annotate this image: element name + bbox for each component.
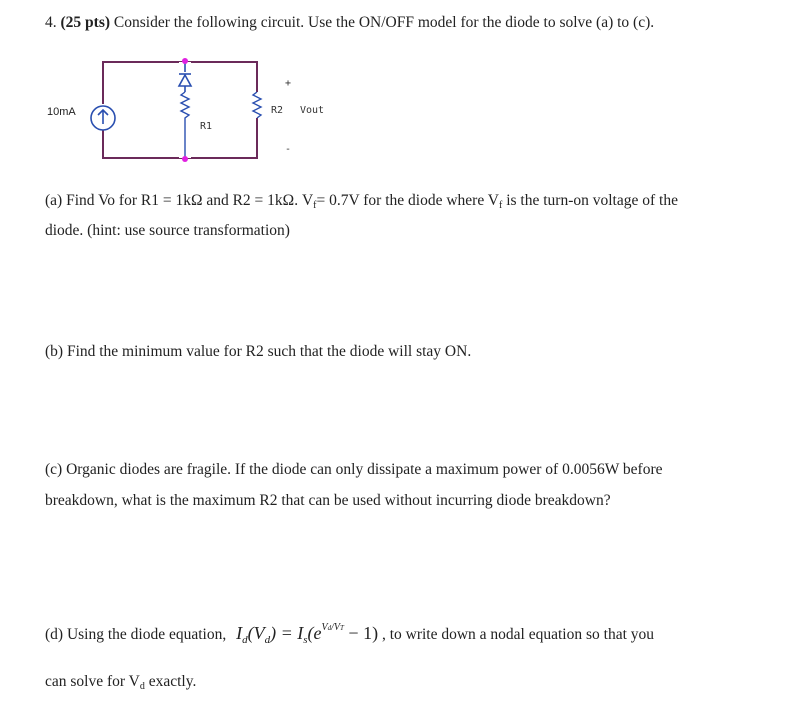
part-a-line2: diode. (hint: use source transformation) (45, 222, 290, 239)
source-label: 10mA (47, 106, 76, 118)
r1-label: R1 (200, 121, 213, 132)
part-d-after: , to write down a nodal equation so that you (381, 626, 655, 643)
part-c-line2: breakdown, what is the maximum R2 that can be used without incurring diode breakdown? (45, 492, 611, 509)
vout-plus: + (285, 78, 292, 89)
circuit-diagram (0, 0, 806, 200)
problem-number: 4. (45, 14, 57, 31)
vout-label: Vout (300, 105, 325, 116)
part-d-line2: can solve for $V_d$ exactly. (45, 673, 197, 692)
vf-subscript-1: f (313, 200, 317, 211)
part-d-intro: (d) Using the diode equation, (45, 626, 227, 643)
vf-subscript-2: f (499, 200, 503, 211)
part-a-text-mid: = 0.7V for the diode where V (316, 192, 499, 209)
part-a-line1 (45, 192, 678, 211)
vd-subscript: d (139, 681, 145, 692)
part-b-text: (b) Find the minimum value for R2 such that the diode will stay ON. (45, 343, 472, 360)
diode-equation: $I_d(V_d) = I_s(e^{Vd/VT} - 1)$ (236, 622, 379, 646)
part-a-text-start: (a) Find Vo for R1 = 1kΩ and R2 = 1kΩ. V (45, 192, 314, 209)
problem-statement: Consider the following circuit. Use the ON/OFF model for the diode to solve (a) to (c). (113, 14, 655, 31)
problem-points: (25 pts) (60, 14, 111, 31)
part-c-line1: (c) Organic diodes are fragile. If the diode can only dissipate a maximum power of 0.0056W before (45, 461, 663, 478)
part-a-text-end: is the turn-on voltage of the (506, 192, 678, 209)
vout-minus: - (285, 144, 292, 155)
r2-label: R2 (271, 105, 284, 116)
part-d-line1 (45, 622, 654, 646)
junction-dot-bottom (182, 156, 188, 162)
current-source-symbol (91, 104, 115, 130)
junction-dot-top (182, 58, 188, 64)
